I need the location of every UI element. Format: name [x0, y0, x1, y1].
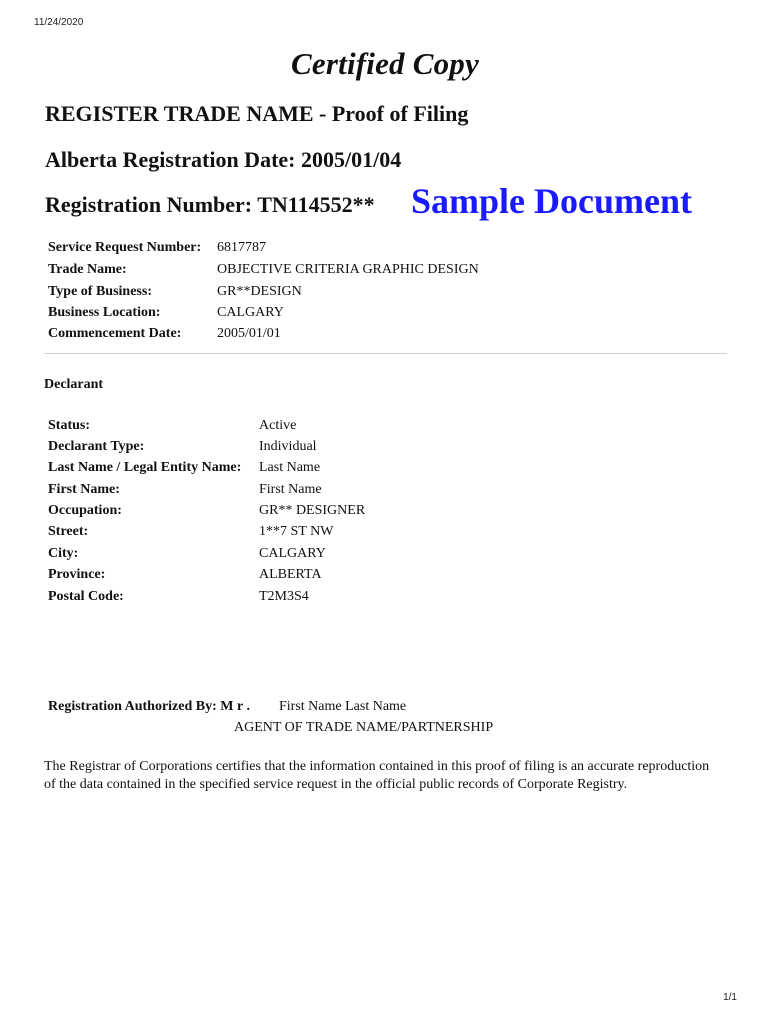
- field-value: OBJECTIVE CRITERIA GRAPHIC DESIGN: [217, 262, 479, 277]
- certified-copy-title: Certified Copy: [291, 46, 479, 81]
- field-value: ALBERTA: [259, 567, 322, 582]
- field-label: Declarant Type:: [48, 439, 145, 454]
- page-number: 1/1: [723, 992, 737, 1003]
- authorized-by-label: Registration Authorized By: M r .: [48, 699, 250, 714]
- field-value: Active: [259, 418, 297, 433]
- field-label: First Name:: [48, 482, 120, 497]
- field-label: Commencement Date:: [48, 326, 182, 341]
- field-label: Province:: [48, 567, 106, 582]
- sample-document-stamp: Sample Document: [411, 181, 692, 221]
- field-label: Street:: [48, 524, 89, 539]
- field-label: Last Name / Legal Entity Name:: [48, 460, 242, 475]
- field-value: Individual: [259, 439, 317, 454]
- certification-statement: The Registrar of Corporations certifies that the information contained in this proof of filing is an accurate reproduction of the data contained in the specified service request in the official public records of Corporate Registry.: [44, 759, 710, 792]
- field-label: Service Request Number:: [48, 240, 202, 255]
- field-value: 6817787: [217, 240, 266, 255]
- section-divider: [44, 353, 727, 354]
- field-value: First Name: [259, 482, 322, 497]
- field-label: Occupation:: [48, 503, 122, 518]
- field-label: Status:: [48, 418, 91, 433]
- field-label: City:: [48, 546, 79, 561]
- field-label: Type of Business:: [48, 284, 152, 299]
- registration-number-heading: Registration Number: TN114552**: [45, 192, 375, 217]
- authorized-by-name: First Name Last Name: [279, 699, 407, 714]
- field-label: Business Location:: [48, 305, 161, 320]
- field-value: T2M3S4: [259, 589, 309, 604]
- field-value: GR**DESIGN: [217, 284, 302, 299]
- field-label: Postal Code:: [48, 589, 124, 604]
- declarant-section-title: Declarant: [44, 377, 104, 392]
- field-value: Last Name: [259, 460, 321, 475]
- field-value: CALGARY: [259, 546, 326, 561]
- field-label: Trade Name:: [48, 262, 127, 277]
- print-date: 11/24/2020: [34, 17, 84, 28]
- document-type-heading: REGISTER TRADE NAME - Proof of Filing: [45, 101, 469, 126]
- registration-date-heading: Alberta Registration Date: 2005/01/04: [45, 147, 402, 172]
- field-value: CALGARY: [217, 305, 284, 320]
- field-value: 2005/01/01: [217, 326, 281, 341]
- field-value: GR** DESIGNER: [259, 503, 366, 518]
- authorized-by-role: AGENT OF TRADE NAME/PARTNERSHIP: [234, 720, 494, 735]
- field-value: 1**7 ST NW: [259, 524, 334, 539]
